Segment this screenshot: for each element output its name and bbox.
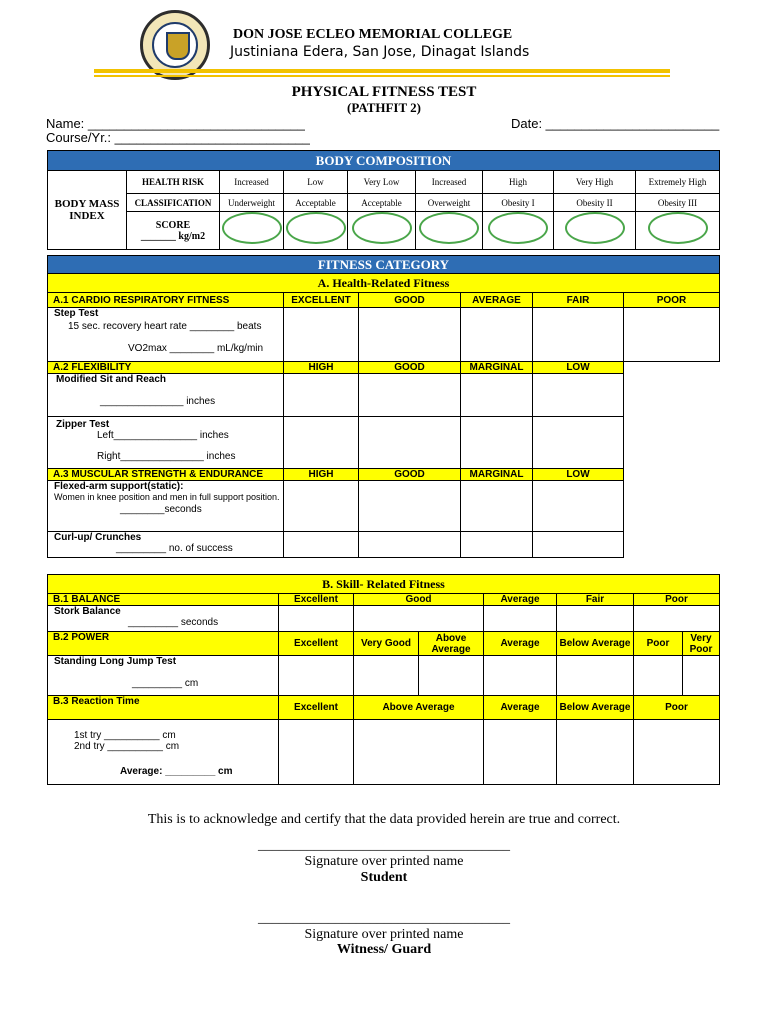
rating-cell[interactable]	[359, 481, 461, 532]
a1-label: A.1 CARDIO RESPIRATORY FITNESS	[48, 293, 284, 308]
score-oval-cell[interactable]	[348, 212, 416, 250]
curl-up-line[interactable]: _________ no. of success	[116, 543, 233, 554]
b3-label: B.3 Reaction Time	[48, 696, 279, 720]
b3-col: Below Average	[557, 696, 634, 720]
zipper-left-line[interactable]: Left_______________ inches	[97, 430, 229, 441]
rating-cell[interactable]	[484, 606, 557, 632]
page-title: PHYSICAL FITNESS TEST	[291, 84, 477, 100]
b3-col: Poor	[634, 696, 720, 720]
classification-cell: Obesity II	[554, 194, 636, 212]
rating-cell[interactable]	[461, 481, 533, 532]
reaction-average[interactable]: Average: _________ cm	[120, 766, 233, 777]
rating-cell[interactable]	[484, 720, 557, 785]
rating-cell[interactable]	[461, 417, 533, 469]
rating-cell[interactable]	[634, 656, 683, 696]
fitness-category-title: FITNESS CATEGORY	[48, 256, 720, 274]
score-oval[interactable]	[488, 212, 548, 244]
college-address: Justiniana Edera, San Jose, Dinagat Islands	[230, 44, 530, 60]
heart-rate-line[interactable]: 15 sec. recovery heart rate ________ beats	[68, 321, 262, 332]
rating-cell[interactable]	[557, 720, 634, 785]
health-risk-cell: Low	[284, 171, 348, 194]
skill-related-table	[47, 574, 720, 785]
zipper-right-line[interactable]: Right_______________ inches	[97, 451, 236, 462]
health-related-title: A. Health-Related Fitness	[48, 274, 720, 293]
student-signature-line[interactable]: ____________________________________	[258, 838, 510, 853]
b2-col: Excellent	[279, 632, 354, 656]
rating-cell[interactable]	[279, 720, 354, 785]
b1-label: B.1 BALANCE	[48, 594, 279, 606]
a1-col: POOR	[624, 293, 720, 308]
flexed-arm-line[interactable]: ________seconds	[120, 504, 202, 515]
b2-col: Very Good	[354, 632, 419, 656]
rating-cell[interactable]	[557, 656, 634, 696]
stork-balance-line[interactable]: _________ seconds	[128, 617, 219, 628]
blank-cell	[624, 481, 720, 532]
flexed-arm-cell	[48, 481, 284, 532]
certify-statement: This is to acknowledge and certify that the data provided herein are true and correct.	[147, 812, 621, 827]
classification-cell: Acceptable	[348, 194, 416, 212]
b3-col: Above Average	[354, 696, 484, 720]
score-oval-cell[interactable]	[220, 212, 284, 250]
rating-cell[interactable]	[461, 308, 533, 362]
blank-cell	[624, 362, 720, 374]
reaction-time-cell	[48, 720, 279, 785]
stork-balance-cell	[48, 606, 279, 632]
score-unit: _______ kg/m2	[140, 230, 206, 242]
step-test-label: Step Test	[54, 308, 99, 319]
b1-col: Good	[354, 594, 484, 606]
b2-col: Very Poor	[683, 632, 720, 656]
score-oval[interactable]	[419, 212, 479, 244]
b3-col: Excellent	[279, 696, 354, 720]
a2-col: GOOD	[359, 362, 461, 374]
witness-label: Witness/ Guard	[336, 942, 432, 957]
health-risk-label: HEALTH RISK	[127, 171, 220, 194]
a3-col: HIGH	[284, 469, 359, 481]
blank-cell	[624, 374, 720, 417]
b2-col: Above Average	[419, 632, 484, 656]
zipper-test-label: Zipper Test	[56, 419, 110, 430]
rating-cell[interactable]	[284, 532, 359, 558]
curl-up-label: Curl-up/ Crunches	[54, 532, 142, 543]
vo2max-line[interactable]: VO2max ________ mL/kg/min	[128, 343, 264, 354]
rating-cell[interactable]	[484, 656, 557, 696]
a3-col: LOW	[533, 469, 624, 481]
score-oval[interactable]	[352, 212, 412, 244]
b1-col: Fair	[557, 594, 634, 606]
a1-col: FAIR	[533, 293, 624, 308]
a3-col: MARGINAL	[461, 469, 533, 481]
a2-label: A.2 FLEXIBILITY	[48, 362, 284, 374]
rating-cell[interactable]	[279, 606, 354, 632]
a3-label: A.3 MUSCULAR STRENGTH & ENDURANCE	[48, 469, 284, 481]
a3-col: GOOD	[359, 469, 461, 481]
score-oval[interactable]	[648, 212, 708, 244]
rating-cell[interactable]	[634, 606, 720, 632]
reaction-try-1[interactable]: 1st try __________ cm	[74, 730, 176, 741]
b1-col: Average	[484, 594, 557, 606]
bmi-label: BODY MASS INDEX	[48, 171, 127, 250]
header-divider-thin	[94, 75, 670, 77]
classification-cell: Obesity III	[636, 194, 720, 212]
rating-cell[interactable]	[533, 481, 624, 532]
rating-cell[interactable]	[279, 656, 354, 696]
sit-reach-line[interactable]: _______________ inches	[100, 396, 216, 407]
a2-col: HIGH	[284, 362, 359, 374]
rating-cell[interactable]	[683, 656, 720, 696]
classification-cell: Acceptable	[284, 194, 348, 212]
rating-cell[interactable]	[533, 532, 624, 558]
a1-col: AVERAGE	[461, 293, 533, 308]
score-oval[interactable]	[286, 212, 346, 244]
health-risk-cell: Increased	[220, 171, 284, 194]
page-subtitle: (PATHFIT 2)	[346, 100, 422, 115]
rating-cell[interactable]	[359, 374, 461, 417]
student-signature-label: Signature over printed name	[304, 854, 464, 869]
a1-col: GOOD	[359, 293, 461, 308]
rating-cell[interactable]	[624, 308, 720, 362]
stork-balance-label: Stork Balance	[54, 606, 121, 617]
flexed-arm-desc: Women in knee position and men in full support position.	[54, 492, 280, 502]
rating-cell[interactable]	[359, 308, 461, 362]
health-risk-cell: Very Low	[348, 171, 416, 194]
long-jump-cell	[48, 656, 279, 696]
reaction-try-2[interactable]: 2nd try __________ cm	[74, 741, 180, 752]
curl-up-cell	[48, 532, 284, 558]
rating-cell[interactable]	[461, 532, 533, 558]
rating-cell[interactable]	[461, 374, 533, 417]
rating-cell[interactable]	[634, 720, 720, 785]
rating-cell[interactable]	[359, 532, 461, 558]
course-field[interactable]: Course/Yr.: ___________________________	[46, 130, 310, 145]
rating-cell[interactable]	[354, 656, 419, 696]
classification-cell: Obesity I	[483, 194, 554, 212]
classification-label: CLASSIFICATION	[127, 194, 220, 212]
rating-cell[interactable]	[533, 374, 624, 417]
score-oval-cell[interactable]	[554, 212, 636, 250]
blank-cell	[624, 417, 720, 469]
body-composition-table	[47, 150, 720, 250]
a2-col: LOW	[533, 362, 624, 374]
health-related-table	[47, 255, 720, 558]
a1-col: EXCELLENT	[284, 293, 359, 308]
rating-cell[interactable]	[354, 720, 484, 785]
sit-reach-label: Modified Sit and Reach	[56, 374, 167, 385]
score-oval[interactable]	[565, 212, 625, 244]
student-label: Student	[360, 870, 408, 885]
rating-cell[interactable]	[359, 417, 461, 469]
b3-col: Average	[484, 696, 557, 720]
rating-cell[interactable]	[284, 417, 359, 469]
score-oval[interactable]	[222, 212, 282, 244]
long-jump-label: Standing Long Jump Test	[54, 656, 177, 667]
b2-col: Average	[484, 632, 557, 656]
body-composition-title: BODY COMPOSITION	[48, 151, 720, 171]
long-jump-line[interactable]: _________ cm	[132, 678, 199, 689]
b2-label: B.2 POWER	[48, 632, 279, 656]
health-risk-cell: Very High	[554, 171, 636, 194]
rating-cell[interactable]	[284, 481, 359, 532]
b1-col: Excellent	[279, 594, 354, 606]
score-oval-cell[interactable]	[416, 212, 483, 250]
skill-related-title: B. Skill- Related Fitness	[48, 575, 720, 594]
zipper-test-cell	[48, 417, 284, 469]
witness-signature-line[interactable]: ____________________________________	[258, 911, 510, 926]
score-oval-cell[interactable]	[636, 212, 720, 250]
rating-cell[interactable]	[284, 374, 359, 417]
score-label: SCORE	[155, 219, 191, 231]
health-risk-cell: Increased	[416, 171, 483, 194]
header-divider	[94, 69, 670, 73]
sit-reach-cell	[48, 374, 284, 417]
classification-cell: Underweight	[220, 194, 284, 212]
b2-col: Poor	[634, 632, 683, 656]
classification-cell: Overweight	[416, 194, 483, 212]
rating-cell[interactable]	[354, 606, 484, 632]
b2-col: Below Average	[557, 632, 634, 656]
witness-signature-label: Signature over printed name	[304, 927, 464, 942]
flexed-arm-label: Flexed-arm support(static):	[54, 481, 184, 492]
date-field[interactable]: Date: ________________________	[511, 116, 720, 131]
blank-cell	[624, 469, 720, 481]
rating-cell[interactable]	[557, 606, 634, 632]
rating-cell[interactable]	[533, 308, 624, 362]
health-risk-cell: Extremely High	[636, 171, 720, 194]
score-oval-cell[interactable]	[483, 212, 554, 250]
blank-cell	[624, 532, 720, 558]
step-test-cell	[48, 308, 284, 362]
b1-col: Poor	[634, 594, 720, 606]
a2-col: MARGINAL	[461, 362, 533, 374]
health-risk-cell: High	[483, 171, 554, 194]
rating-cell[interactable]	[284, 308, 359, 362]
score-oval-cell[interactable]	[284, 212, 348, 250]
college-name: DON JOSE ECLEO MEMORIAL COLLEGE	[233, 27, 513, 42]
rating-cell[interactable]	[419, 656, 484, 696]
rating-cell[interactable]	[533, 417, 624, 469]
name-field[interactable]: Name: ______________________________	[46, 116, 305, 131]
score-cell[interactable]	[127, 212, 220, 250]
